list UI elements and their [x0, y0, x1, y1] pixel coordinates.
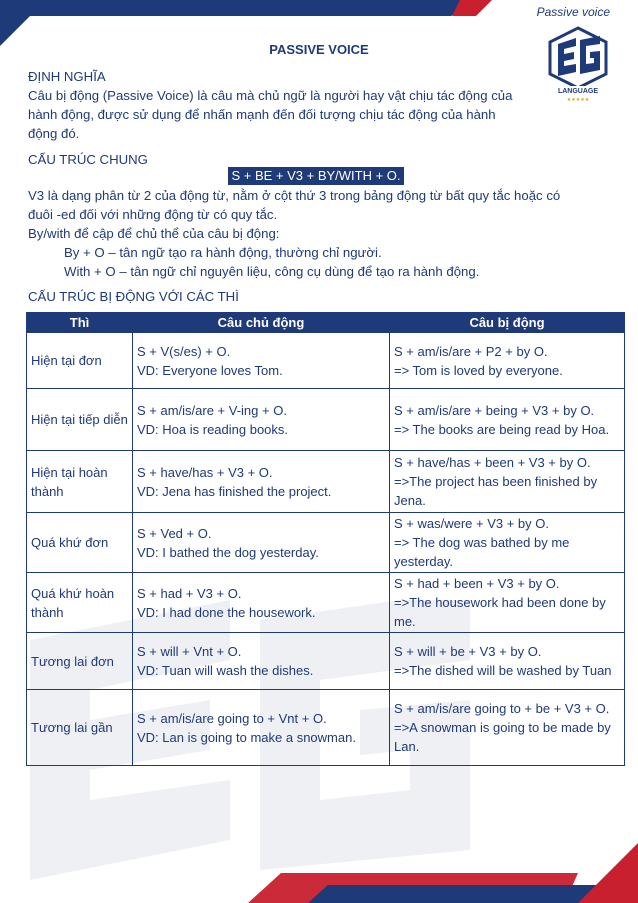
active-example: VD: I bathed the dog yesterday. — [137, 544, 319, 560]
active-example: VD: Tuan will wash the dishes. — [137, 663, 314, 678]
structure-heading: CẤU TRÚC CHUNG — [28, 152, 148, 167]
passive-cell — [390, 389, 625, 451]
passive-cell — [390, 333, 625, 389]
structure-line: V3 là dạng phân từ 2 của động từ, nằm ở cột thứ 3 trong bảng động từ bất quy tắc hoặc có — [28, 188, 561, 203]
passive-cell — [390, 633, 625, 690]
tense-cell: Hiện tại đơn — [27, 333, 133, 389]
active-cell — [133, 573, 390, 633]
passive-tenses-table — [26, 312, 625, 766]
active-formula: S + am/is/are + V-ing + O. — [137, 402, 287, 418]
passive-cell — [390, 513, 625, 573]
top-left-corner-decoration — [0, 0, 46, 46]
table-row — [27, 451, 625, 513]
active-cell — [133, 333, 390, 389]
table-row — [27, 513, 625, 573]
passive-formula: S + will + be + V3 + by O. — [394, 644, 542, 659]
passive-example: =>The housework had been done by me. — [394, 595, 606, 629]
passive-cell — [390, 573, 625, 633]
table-row — [27, 690, 625, 766]
definition-line: hành động, được sử dụng để nhấn mạnh đến đối tượng chịu tác động của hành — [28, 107, 496, 122]
page-title: PASSIVE VOICE — [269, 42, 369, 57]
active-example: VD: Hoa is reading books. — [137, 421, 289, 437]
svg-text:★★★★★: ★★★★★ — [566, 97, 590, 102]
tense-cell: Tương lai gần — [27, 690, 133, 766]
page-header-tag: Passive voice — [536, 5, 610, 19]
tense-cell: Quá khứ đơn — [27, 513, 133, 573]
definition-heading: ĐỊNH NGHĨA — [28, 69, 106, 84]
tenses-heading: CẤU TRÚC BỊ ĐỘNG VỚI CÁC THÌ — [28, 289, 239, 304]
structure-bullet-with: With + O – tân ngữ chỉ nguyên liệu, công cụ dùng để tạo ra hành động. — [64, 264, 480, 279]
column-header-passive: Câu bị động — [390, 313, 625, 333]
tense-cell: Hiện tại tiếp diễn — [27, 389, 133, 451]
structure-formula: S + BE + V3 + BY/WITH + O. — [228, 167, 404, 185]
passive-formula: S + am/is/are going to + be + V3 + O. — [394, 701, 610, 716]
bottom-right-corner-decoration — [578, 843, 638, 903]
tense-cell: Tương lai đơn — [27, 633, 133, 690]
active-formula: S + V(s/es) + O. — [137, 343, 231, 359]
eg-language-logo — [546, 26, 610, 102]
passive-cell — [390, 451, 625, 513]
active-example: VD: Lan is going to make a snowman. — [137, 729, 356, 745]
structure-line: By/with để cập để chủ thể của câu bị động: — [28, 226, 280, 241]
passive-example: => The books are being read by Hoa. — [394, 421, 610, 437]
passive-cell — [390, 690, 625, 766]
table-row — [27, 573, 625, 633]
passive-formula: S + was/were + V3 + by O. — [394, 516, 549, 531]
active-formula: S + Ved + O. — [137, 525, 212, 541]
active-cell — [133, 513, 390, 573]
active-cell — [133, 451, 390, 513]
passive-example: => The dog was bathed by me yesterday. — [394, 535, 570, 569]
tense-cell: Hiện tại hoàn thành — [27, 451, 133, 513]
active-formula: S + have/has + V3 + O. — [137, 464, 273, 480]
table-row — [27, 333, 625, 389]
passive-formula: S + had + been + V3 + by O. — [394, 576, 560, 591]
svg-text:LANGUAGE: LANGUAGE — [557, 88, 599, 95]
passive-formula: S + am/is/are + P2 + by O. — [394, 343, 548, 359]
active-formula: S + will + Vnt + O. — [137, 644, 242, 659]
definition-line: Câu bị động (Passive Voice) là câu mà chủ ngữ là người hay vật chịu tác động của — [28, 88, 513, 103]
column-header-active: Câu chủ động — [133, 313, 390, 333]
table-row — [27, 389, 625, 451]
passive-example: =>The project has been finished by Jena. — [394, 474, 598, 508]
active-cell — [133, 690, 390, 766]
top-banner-bar — [0, 0, 470, 16]
table-header-row — [27, 313, 625, 333]
passive-formula: S + have/has + been + V3 + by O. — [394, 455, 591, 470]
passive-example: =>The dished will be washed by Tuan — [394, 663, 612, 678]
definition-line: động đó. — [28, 126, 80, 141]
active-cell — [133, 633, 390, 690]
passive-example: =>A snowman is going to be made by Lan. — [394, 720, 611, 754]
active-example: VD: I had done the housework. — [137, 604, 316, 620]
active-example: VD: Everyone loves Tom. — [137, 362, 283, 378]
column-header-tense: Thì — [27, 313, 133, 333]
table-row — [27, 633, 625, 690]
passive-formula: S + am/is/are + being + V3 + by O. — [394, 402, 595, 418]
active-formula: S + am/is/are going to + Vnt + O. — [137, 710, 327, 726]
tense-cell: Quá khứ hoàn thành — [27, 573, 133, 633]
structure-line: đuôi -ed đối với những động từ có quy tắc. — [28, 207, 278, 222]
active-formula: S + had + V3 + O. — [137, 585, 242, 601]
active-cell — [133, 389, 390, 451]
structure-bullet-by: By + O – tân ngữ tạo ra hành động, thường chỉ người. — [64, 245, 382, 260]
passive-example: => Tom is loved by everyone. — [394, 362, 563, 378]
active-example: VD: Jena has finished the project. — [137, 483, 332, 499]
